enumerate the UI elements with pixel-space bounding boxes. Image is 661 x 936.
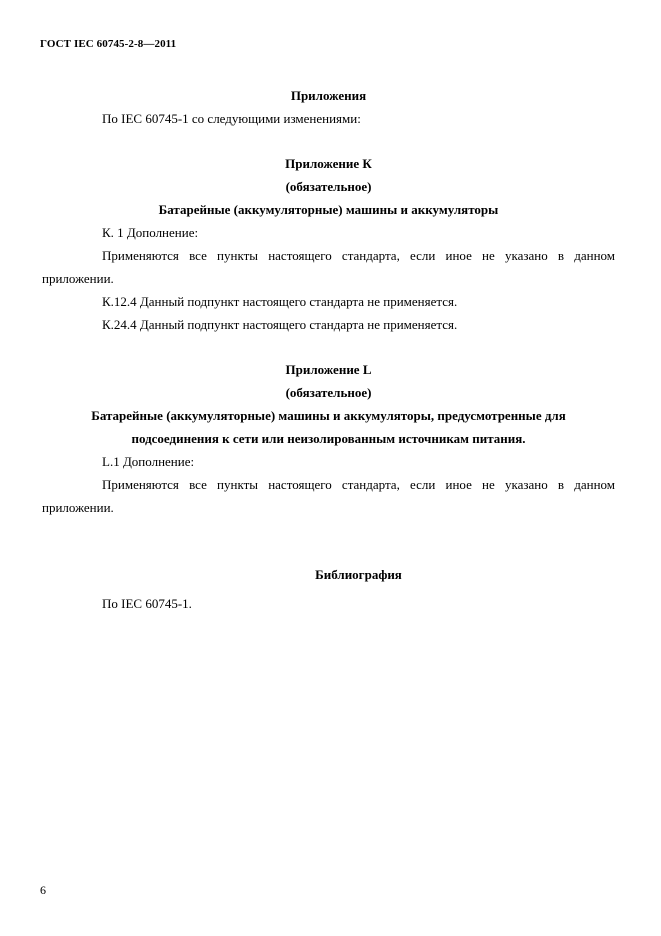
appendix-l-subject-line2: подсоединения к сети или неизолированным источникам питания. <box>131 431 526 446</box>
standard-header: ГОСТ IEC 60745-2-8—2011 <box>40 38 177 50</box>
appendix-k-item-1: К. 1 Дополнение: <box>102 225 199 240</box>
page-number: 6 <box>40 883 46 897</box>
appendix-k-title: Приложение К <box>285 156 372 171</box>
appendix-l-title: Приложение L <box>285 362 372 377</box>
bibliography-title: Библиография <box>315 567 402 582</box>
spacer <box>42 336 615 358</box>
appendices-intro: По IEC 60745-1 со следующими изменениями: <box>102 111 361 126</box>
appendix-k-paragraph-line2: приложении. <box>42 271 114 286</box>
spacer <box>42 130 615 152</box>
appendix-k-status: (обязательное) <box>285 179 372 194</box>
appendix-k-item-12-4: К.12.4 Данный подпункт настоящего стандарта не применяется. <box>102 294 458 309</box>
spacer <box>42 519 615 563</box>
appendix-k-item-24-4: К.24.4 Данный подпункт настоящего стандарта не применяется. <box>102 317 458 332</box>
appendix-l-paragraph-line2: приложении. <box>42 500 114 515</box>
appendix-l-subject-line1: Батарейные (аккумуляторные) машины и аккумуляторы, предусмотренные для <box>91 408 566 423</box>
appendix-k-subject: Батарейные (аккумуляторные) машины и аккумуляторы <box>158 202 499 217</box>
page-content <box>42 84 615 615</box>
appendix-k-paragraph-line1: Применяются все пункты настоящего стандарта, если иное не указано в данном <box>102 248 615 263</box>
appendix-l-status: (обязательное) <box>285 385 372 400</box>
appendix-l-item-1: L.1 Дополнение: <box>102 454 195 469</box>
appendix-l-paragraph-line1: Применяются все пункты настоящего стандарта, если иное не указано в данном <box>102 477 615 492</box>
bibliography-entry: По IEC 60745-1. <box>102 596 192 611</box>
appendices-title: Приложения <box>290 88 367 103</box>
